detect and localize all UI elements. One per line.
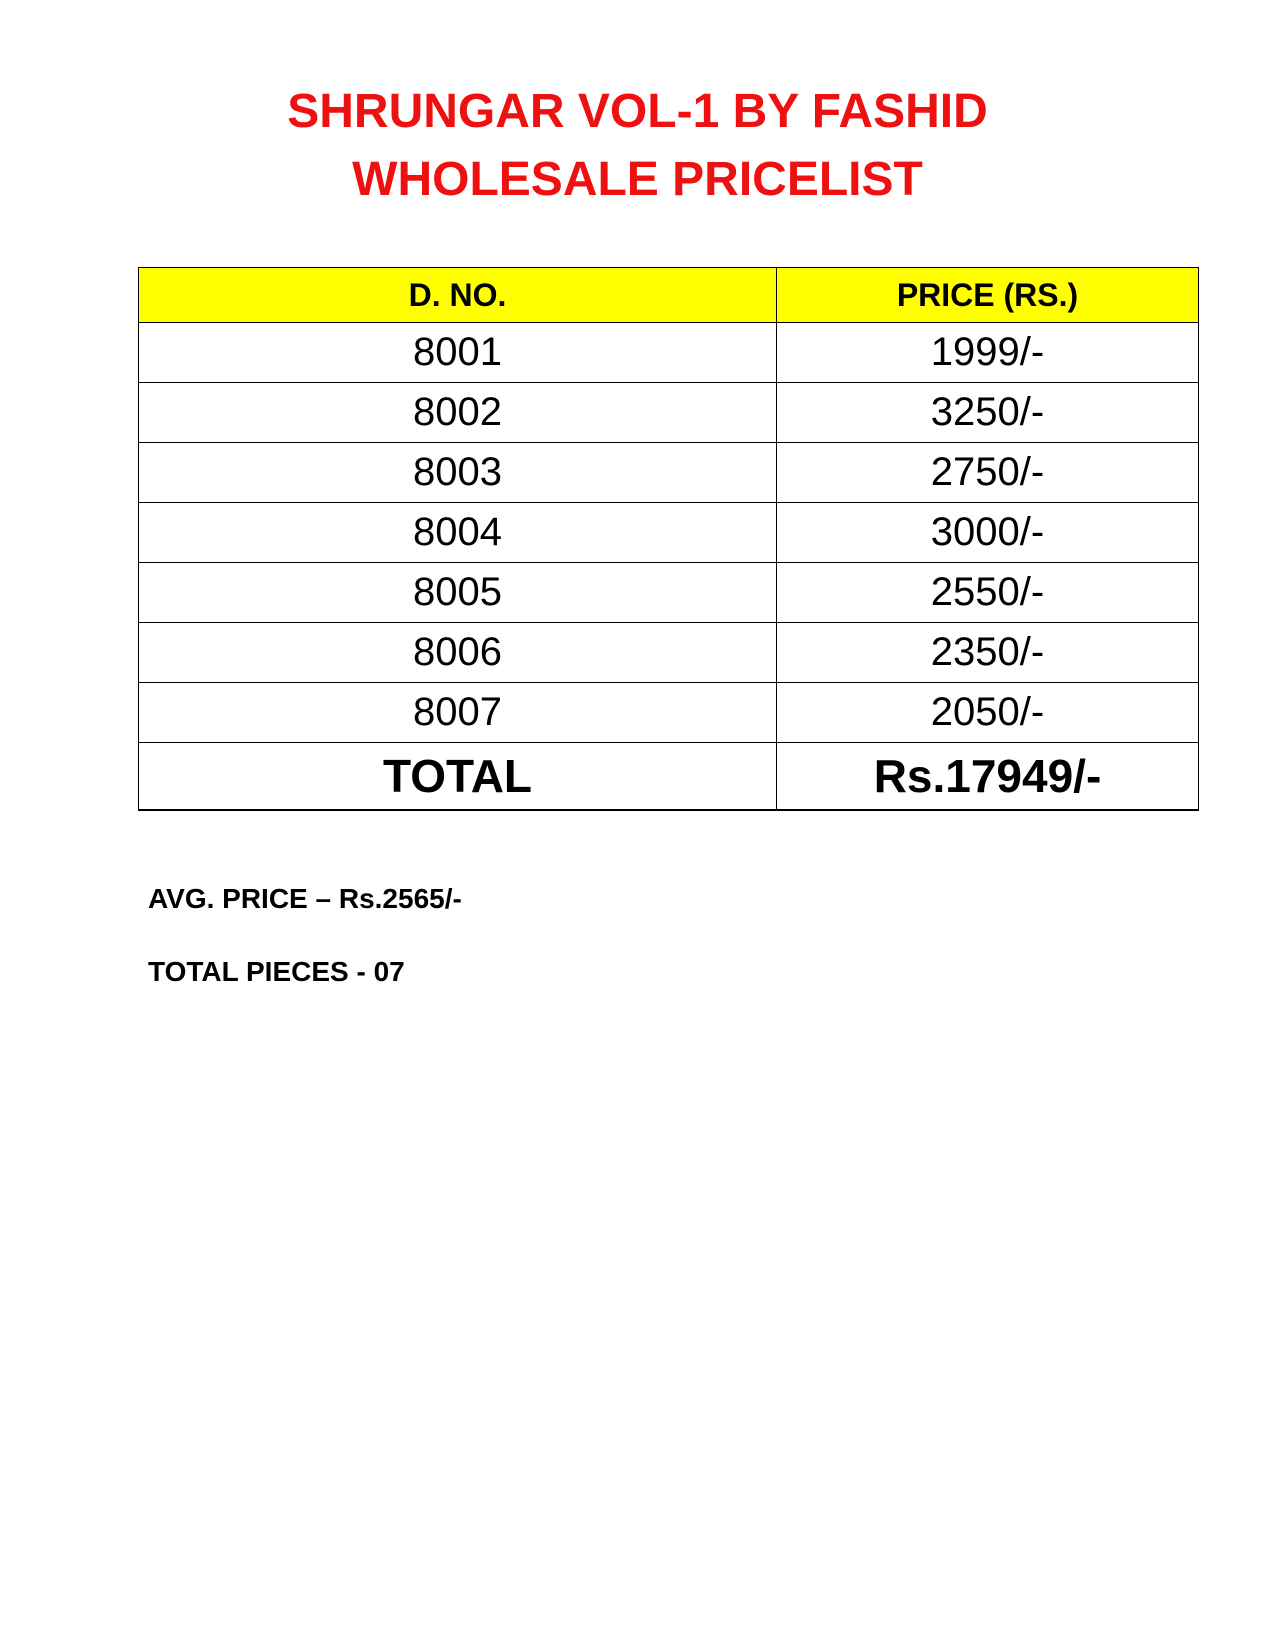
title-line-2: WHOLESALE PRICELIST xyxy=(352,153,923,206)
page-title xyxy=(0,78,1275,214)
total-pieces: TOTAL PIECES - 07 xyxy=(148,956,405,987)
price-cell: 2750/- xyxy=(777,443,1199,503)
design-no-cell: 8006 xyxy=(139,623,777,683)
table-row xyxy=(139,383,1199,443)
design-no-cell: 8005 xyxy=(139,563,777,623)
price-cell: 3250/- xyxy=(777,383,1199,443)
table-header-row xyxy=(139,268,1199,323)
table-row xyxy=(139,503,1199,563)
total-value: Rs.17949/- xyxy=(777,743,1199,811)
table-row xyxy=(139,443,1199,503)
title-line-1: SHRUNGAR VOL-1 BY FASHID xyxy=(287,85,988,138)
average-price: AVG. PRICE – Rs.2565/- xyxy=(148,883,462,914)
design-no-cell: 8007 xyxy=(139,683,777,743)
price-cell: 3000/- xyxy=(777,503,1199,563)
table-row xyxy=(139,683,1199,743)
total-label: TOTAL xyxy=(139,743,777,811)
design-no-cell: 8001 xyxy=(139,323,777,383)
price-table xyxy=(138,267,1199,811)
price-cell: 2050/- xyxy=(777,683,1199,743)
header-price: PRICE (RS.) xyxy=(777,268,1199,323)
total-row xyxy=(139,743,1199,811)
price-cell: 2350/- xyxy=(777,623,1199,683)
price-cell: 2550/- xyxy=(777,563,1199,623)
table-row xyxy=(139,323,1199,383)
table-row xyxy=(139,563,1199,623)
design-no-cell: 8004 xyxy=(139,503,777,563)
price-cell: 1999/- xyxy=(777,323,1199,383)
design-no-cell: 8003 xyxy=(139,443,777,503)
header-design-no: D. NO. xyxy=(139,268,777,323)
design-no-cell: 8002 xyxy=(139,383,777,443)
table-row xyxy=(139,623,1199,683)
